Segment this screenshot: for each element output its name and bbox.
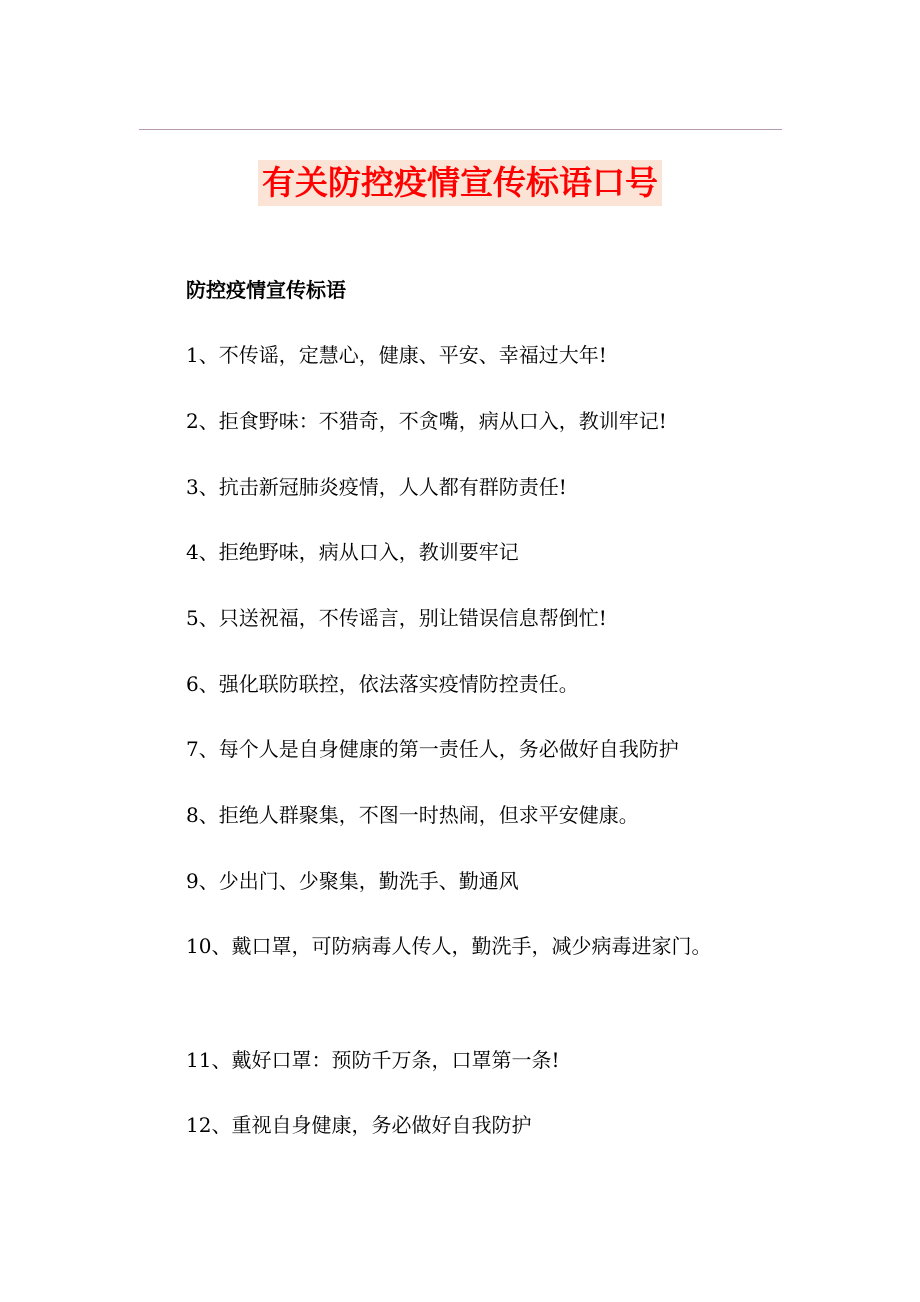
section-heading: 防控疫情宣传标语 <box>186 278 346 302</box>
slogan-item: 9、少出门、少聚集，勤洗手、勤通风 <box>186 869 519 893</box>
header-rule <box>139 129 782 130</box>
document-title: 有关防控疫情宣传标语口号 <box>258 160 662 206</box>
title-container <box>0 160 920 206</box>
slogan-item: 4、拒绝野味，病从口入，教训要牢记 <box>186 540 519 564</box>
slogan-item: 2、拒食野味：不猎奇，不贪嘴，病从口入，教训牢记! <box>186 409 667 433</box>
slogan-item: 3、抗击新冠肺炎疫情，人人都有群防责任! <box>186 475 567 499</box>
slogan-item: 1、不传谣，定慧心，健康、平安、幸福过大年! <box>186 343 607 367</box>
slogan-item: 11、戴好口罩：预防千万条，口罩第一条! <box>186 1048 560 1072</box>
slogan-item: 10、戴口罩，可防病毒人传人，勤洗手，减少病毒进家门。 <box>186 934 712 958</box>
slogan-item: 6、强化联防联控，依法落实疫情防控责任。 <box>186 672 579 696</box>
slogan-item: 7、每个人是自身健康的第一责任人，务必做好自我防护 <box>186 737 679 761</box>
slogan-item: 12、重视自身健康，务必做好自我防护 <box>186 1113 532 1137</box>
slogan-item: 5、只送祝福，不传谣言，别让错误信息帮倒忙! <box>186 606 607 630</box>
slogan-item: 8、拒绝人群聚集，不图一时热闹，但求平安健康。 <box>186 803 639 827</box>
